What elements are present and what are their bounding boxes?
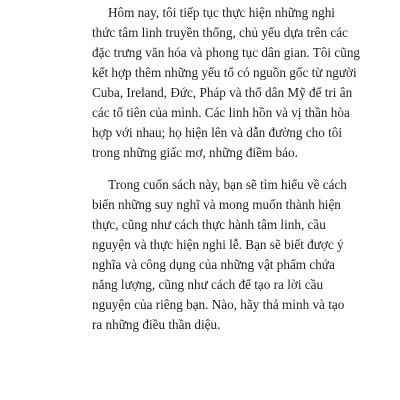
text-line: thực, cũng như cách thực hành tâm linh, cầu <box>92 217 326 232</box>
paragraph-2 <box>92 175 347 335</box>
text-line: nguyện của riêng bạn. Nào, hãy thả mình và tạo <box>92 297 345 312</box>
text-line: năng lượng, cũng như cách để tạo ra lời cầu <box>92 277 324 292</box>
body-text <box>92 3 361 335</box>
text-line: biến những suy nghĩ và mong muốn thành hiện <box>92 197 341 212</box>
text-line: nghĩa và công dụng của những vật phẩm chứa <box>92 257 335 272</box>
paragraph-1 <box>92 3 361 163</box>
text-line: Trong cuốn sách này, bạn sẽ tìm hiểu về cách <box>108 177 347 192</box>
text-line: Hôm nay, tôi tiếp tục thực hiện những nghi <box>108 5 335 20</box>
text-line: trong những giấc mơ, những điềm báo. <box>92 145 298 160</box>
text-line: Cuba, Ireland, Đức, Pháp và thổ dân Mỹ để tri ân <box>92 85 353 100</box>
text-line: kết hợp thêm những yếu tố có nguồn gốc từ người <box>92 65 357 80</box>
text-line: nguyện và thực hiện nghi lễ. Bạn sẽ biết được ý <box>92 237 344 252</box>
text-line: các tổ tiên của mình. Các linh hồn và vị thần hòa <box>92 105 350 120</box>
text-line: ra những điều thần diệu. <box>92 317 221 332</box>
text-line: đặc trưng văn hóa và phong tục dân gian. Tôi cũng <box>92 45 361 60</box>
text-line: thức tâm linh truyền thống, chủ yếu dựa trên các <box>92 25 348 40</box>
text-line: hợp với nhau; họ hiện lên và dẫn đường cho tôi <box>92 125 343 140</box>
